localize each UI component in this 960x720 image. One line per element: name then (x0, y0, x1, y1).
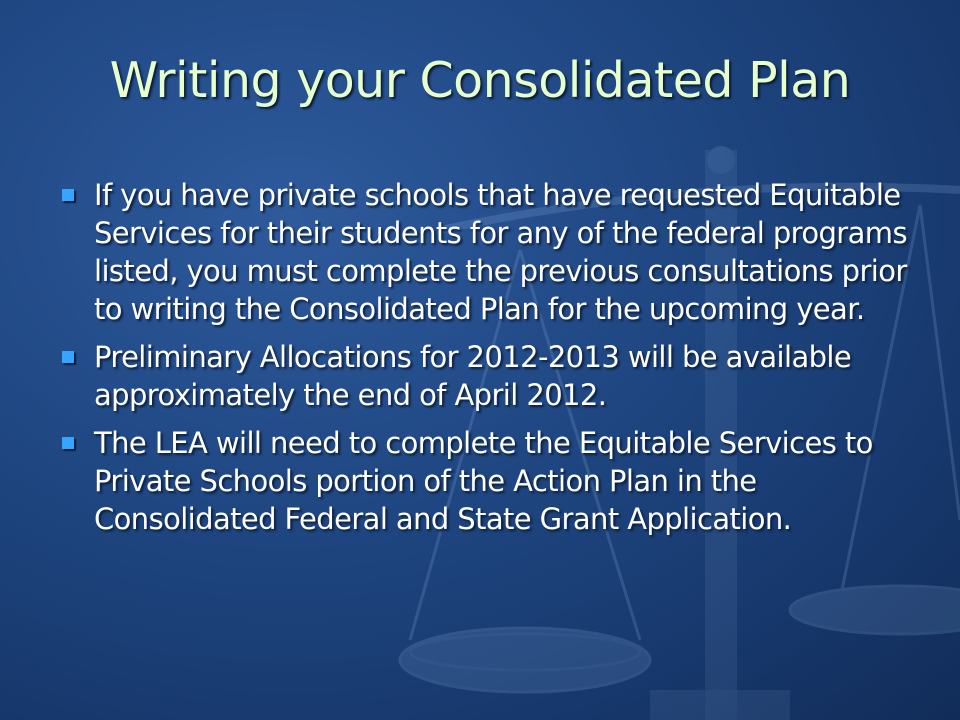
bullet-text: If you have private schools that have requested Equitable Services for their students for any of the federal programs listed, you must complete the previous consultations prior to writing the Consolidated Plan for the upcoming year. (94, 178, 907, 326)
square-bullet-icon (62, 437, 74, 449)
bullet-item (60, 338, 920, 414)
bullet-item (60, 424, 920, 538)
square-bullet-icon (62, 189, 74, 201)
square-bullet-icon (62, 351, 74, 363)
slide-title: Writing your Consolidated Plan (109, 52, 851, 109)
bullet-item (60, 176, 920, 328)
bullet-text: The LEA will need to complete the Equitable Services to Private Schools portion of the Action Plan in the Consolidated Federal and State Grant Application. (94, 426, 873, 536)
bullet-list (60, 176, 920, 548)
bullet-text: Preliminary Allocations for 2012-2013 will be available approximately the end of April 2012. (94, 340, 852, 412)
